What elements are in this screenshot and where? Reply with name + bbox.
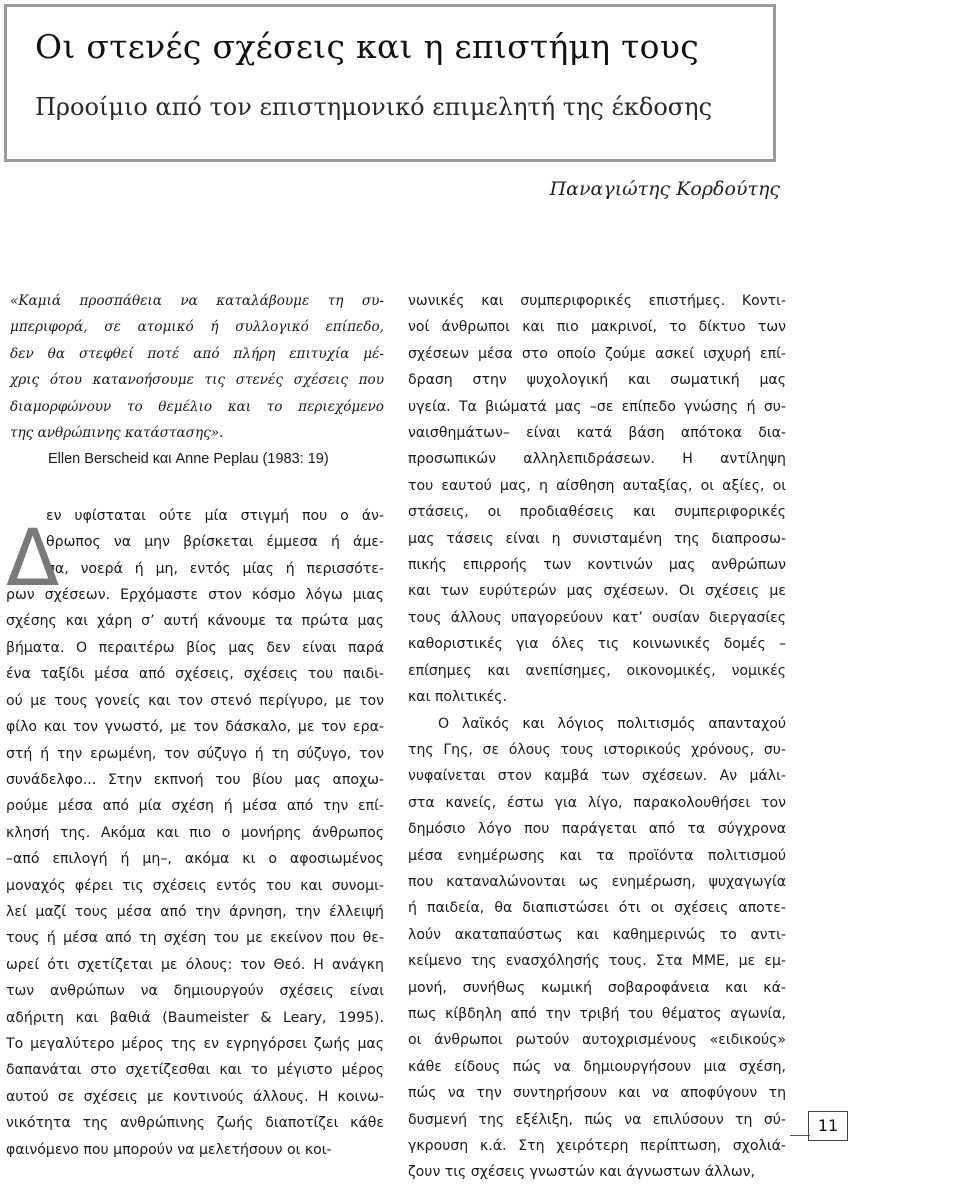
text-line: γκρουση κ.ά. Στη χειρότερη περίπτωση, σχολιά- <box>408 1138 786 1154</box>
page-number: 11 <box>808 1111 848 1141</box>
left-column <box>6 288 384 1163</box>
text-line: Ο λαϊκός και λόγιος πολιτισμός απανταχού <box>438 715 786 732</box>
text-line: δυσμενή της εξέλιξη, πώς να επιλύσουν τη σύ- <box>408 1111 786 1128</box>
drop-cap: Δ <box>6 514 60 604</box>
text-line: σχέσεων μέσα στο οποίο ζούμε ασκεί ισχυρή επί- <box>408 345 786 362</box>
text-line: πικής επιρροής των κοντινών μας ανθρώπων <box>408 557 786 574</box>
text-line: σα, νοερά ή μη, εντός μίας ή περισσότε- <box>46 560 384 577</box>
text-line: νικότητα της ανθρώπινης ζωής διαποτίζει κάθε <box>6 1115 384 1132</box>
text-line: μπεριφορά, σε ατομικό ή συλλογικό επίπεδο, <box>10 319 384 336</box>
text-line: –από επιλογή ή μη–, ακόμα κι ο αφοσιωμένος <box>6 851 384 868</box>
text-line: μονή, συνήθως κωμική σοβαροφάνεια και κά- <box>408 979 786 996</box>
page-subtitle: Προοίμιο από τον επιστημονικό επιμελητή της έκδοσης <box>35 93 713 121</box>
text-line: θρωπος να μην βρίσκεται έμμεσα ή άμε- <box>46 534 384 551</box>
text-line: που καταναλώνονται ως ενημέρωση, ψυχαγωγία <box>408 873 786 890</box>
text-line: κάθε είδους πώς να δημιουργήσουν μια σχέση, <box>408 1058 786 1075</box>
text-line: δημόσιο λόγο που παράγεται από τα σύγχρονα <box>408 821 786 838</box>
text-line: δαπανάται στο σχετίζεσθαι και το μέγιστο μέρος <box>6 1062 384 1079</box>
text-line: ωρεί ότι σχετίζεται με όλους: τον Θεό. Η ανάγκη <box>6 956 384 973</box>
text-line: ού με τους γονείς και τον στενό περίγυρο, με τον <box>6 692 384 709</box>
text-line: μοναχός φέρει τις σχέσεις εντός του και συνομι- <box>6 877 384 894</box>
text-line: μέσα ενημέρωσης και τα προϊόντα πολιτισμού <box>408 847 786 864</box>
text-line: βήματα. Ο περαιτέρω βίος μας δεν είναι παρά <box>6 639 384 656</box>
text-line: στα κανείς, έστω για λίγο, παρακολουθήσει τον <box>408 794 786 811</box>
text-line: υγεία. Τα βιώματά μας –σε επίπεδο γνώσης ή συ- <box>408 398 786 415</box>
text-line: ρούμε μέσα από μία σχέση ή μέσα από την επί- <box>6 798 384 815</box>
text-line: επίσημες και ανεπίσημες, οικονομικές, νομικές <box>408 662 786 679</box>
text-line: της Γης, σε όλους τους ιστορικούς χρόνους, συ- <box>408 741 786 758</box>
text-line: αυτού σε σχέσεις με κοντινούς άλλους. Η κοινω- <box>6 1088 384 1105</box>
text-line: «Καμιά προσπάθεια να καταλάβουμε τη συ- <box>10 293 384 309</box>
author-name: Παναγιώτης Κορδούτης <box>549 178 780 200</box>
text-line: στή ή την ερωμένη, τον σύζυγο ή τη σύζυγο, τον <box>6 745 384 762</box>
page-title: Οι στενές σχέσεις και η επιστήμη τους <box>35 27 699 66</box>
text-line: διαμορφώνουν το θεμέλιο και το περιεχόμενο <box>10 398 384 415</box>
right-paragraph-1 <box>408 288 786 711</box>
text-line: συνάδελφο... Στην εκπνοή του βίου μας αποχω- <box>6 771 384 788</box>
text-line: κείμενο της ενασχόλησής τους. Στα ΜΜΕ, με εμ- <box>408 953 786 970</box>
right-paragraph-2 <box>408 711 786 1186</box>
text-line: οι άνθρωποι ρωτούν αυτοχρισμένους «ειδικούς» <box>408 1032 786 1049</box>
text-line: πώς να την συντηρήσουν και να αποφύγουν τη <box>408 1085 786 1102</box>
text-line: λούν ακαταπαύστως και καθημερινώς το αντι- <box>408 926 786 943</box>
text-line: δραση στην ψυχολογική και σωματική μας <box>408 372 786 389</box>
text-line: νοί άνθρωποι και πιο μακρινοί, το δίκτυο των <box>408 319 786 336</box>
left-body-text <box>6 503 384 1163</box>
text-line: ζουν τις σχέσεις γνωστών και άγνωστων άλλων, <box>408 1164 756 1181</box>
title-box <box>4 4 776 162</box>
text-line: και των ευρύτερών μας σχέσεων. Οι σχέσεις με <box>408 583 786 600</box>
text-line: σχέσης και χάρη σ’ αυτή κάνουμε τα πρώτα μας <box>6 613 384 630</box>
text-line: φίλο και τον γνωστό, με τον δάσκαλο, με τον ερα- <box>6 719 384 736</box>
text-line: και πολιτικές. <box>408 689 507 706</box>
text-line: δεν θα στεφθεί ποτέ από πλήρη επιτυχία μέ- <box>10 345 384 362</box>
text-line: ναισθημάτων– είναι κατά βάση απότοκα δια- <box>408 425 786 442</box>
text-line: τους ή μέσα από τη σχέση του με εκείνον που θε- <box>6 930 384 947</box>
text-line: του εαυτού μας, η αίσθηση αυταξίας, οι αξίες, οι <box>408 477 786 494</box>
right-column <box>408 288 786 1186</box>
text-line: μας τάσεις είναι η συνισταμένη της διαπροσω- <box>408 530 786 547</box>
text-line: προσωπικών αλληλεπιδράσεων. Η αντίληψη <box>408 451 786 468</box>
text-line: εν υφίσταται ούτε μία στιγμή που ο άν- <box>46 507 384 524</box>
text-line: νυφαίνεται στον καμβά των σχέσεων. Αν μάλι- <box>408 768 786 785</box>
text-line: των ανθρώπων να δημιουργούν σχέσεις είναι <box>6 983 384 1000</box>
text-line: αδήριτη και βαθιά (Baumeister & Leary, 1995). <box>6 1009 384 1026</box>
text-line: νωνικές και συμπεριφορικές επιστήμες. Κοντι- <box>408 293 786 309</box>
text-line: τους άλλους υπαγορεύουν κατ’ ουσίαν διεργασίες <box>408 609 786 626</box>
text-line: πως κίβδηλη από την τριβή του θέματος αγωνία, <box>408 1005 786 1022</box>
text-line: χρις ότου κατανοήσουμε τις στενές σχέσεις που <box>10 372 384 389</box>
text-line: ένα ταξίδι μέσα από σχέσεις, σχέσεις του παιδι- <box>6 666 384 683</box>
text-line: ρων σχέσεων. Ερχόμαστε στον κόσμο λόγω μιας <box>6 587 384 604</box>
page-number-rule <box>790 1135 810 1136</box>
text-line: λεί μαζί τους μέσα από την άρνηση, την έλλειψή <box>6 903 384 920</box>
text-line: Το μεγαλύτερο μέρος της εν εγρηγόρσει ζωής μας <box>6 1035 384 1052</box>
text-line: κλησή της. Ακόμα και πιο ο μονήρης άνθρωπος <box>6 824 384 841</box>
text-line: ή παιδεία, θα διαπιστώσει ότι οι σχέσεις αποτε- <box>408 900 786 917</box>
epigraph-source: Ellen Berscheid και Anne Peplau (1983: 19) <box>48 451 329 468</box>
text-line: φαινόμενο που μπορούν να μελετήσουν οι κοι- <box>6 1141 332 1158</box>
text-line: καθοριστικές για όλες τις κοινωνικές δομές – <box>408 636 786 653</box>
epigraph <box>6 288 384 446</box>
text-line: στάσεις, οι προδιαθέσεις και συμπεριφορικές <box>408 504 786 521</box>
text-line: της ανθρώπινης κατάστασης». <box>10 425 224 442</box>
